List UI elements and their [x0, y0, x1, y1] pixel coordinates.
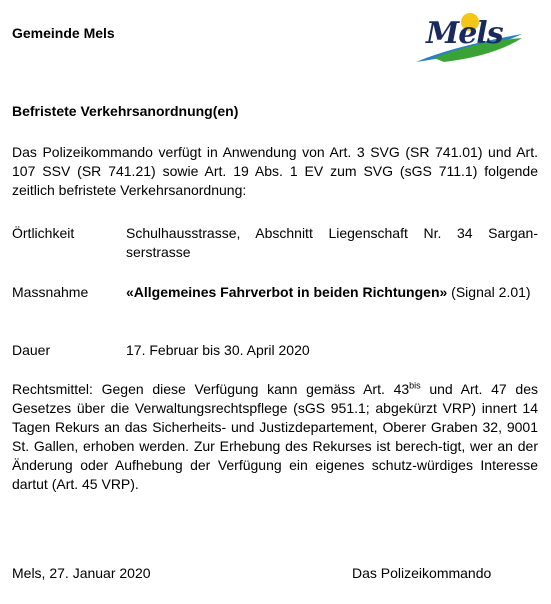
- municipality-name: Gemeinde Mels: [12, 25, 115, 41]
- remedy-text-rest: und Art. 47 des Gesetzes über die Verwaltungsrechtspflege (sGS 951.1; abgekürzt VRP) innert 14 Tagen Rekurs an das Sicherheits- und Justizdepartement, Oberer Graben 32, 9001 St. Gallen, erhoben werden. Zur Erhebung des Rekurses ist berech-tigt, wer an der Änderung oder Aufhebung der Verfügung ein eigenes schutz-würdiges Interesse dartut (Art. 45 VRP).: [12, 381, 538, 492]
- remedy-text-start: Rechtsmittel: Gegen diese Verfügung kann gemäss Art. 43: [12, 381, 410, 397]
- logo-text: Mels: [426, 16, 503, 51]
- duration-label: Dauer: [12, 342, 51, 358]
- location-label: Örtlichkeit: [12, 225, 75, 241]
- intro-paragraph: Das Polizeikommando verfügt in Anwendung von Art. 3 SVG (SR 741.01) und Art. 107 SSV (SR 741.21) sowie Art. 19 Abs. 1 EV zum SVG (sGS 711.1) folgende zeitlich befristete Verkehrsanordnung:: [12, 144, 538, 198]
- remedy-superscript: bis: [409, 380, 421, 391]
- remedy-paragraph: [12, 380, 538, 494]
- measure-value: [126, 283, 538, 302]
- signature: Das Polizeikommando: [352, 565, 492, 581]
- measure-label: Massnahme: [12, 284, 89, 300]
- measure-signal-name: «Allgemeines Fahrverbot in beiden Richtungen»: [126, 284, 448, 300]
- document-title: Befristete Verkehrsanordnung(en): [12, 103, 239, 119]
- duration-value: 17. Februar bis 30. April 2020: [126, 342, 310, 358]
- location-value: Schulhausstrasse, Abschnitt Liegenschaft Nr. 34 Sargan-serstrasse: [126, 225, 538, 260]
- mels-logo: [414, 12, 524, 64]
- place-date: Mels, 27. Januar 2020: [12, 565, 151, 581]
- measure-signal-ref: (Signal 2.01): [447, 284, 531, 300]
